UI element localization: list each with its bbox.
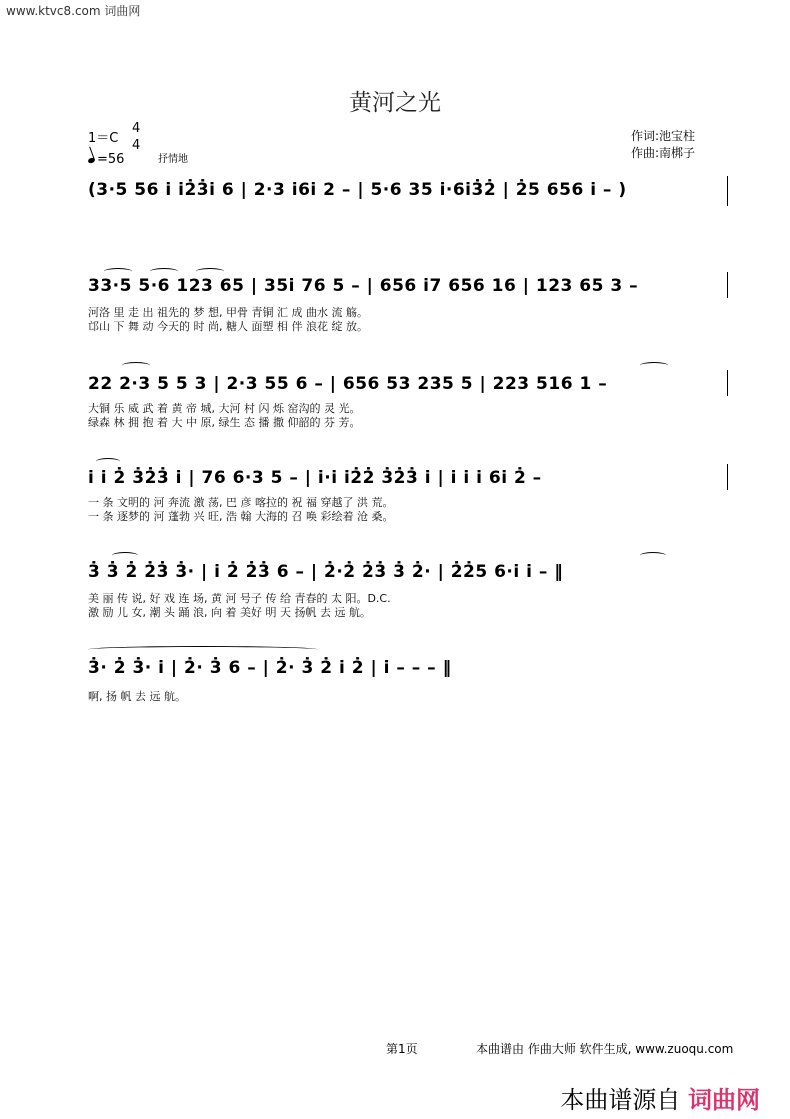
- quarter-note-icon: [87, 157, 95, 164]
- lyrics-verse-1: 河洛 里 走 出 祖先的 梦 想, 甲骨 青铜 汇 成 曲水 流 觞。: [88, 306, 368, 319]
- lyrics-verse-2: 一 条 逐梦的 河 蓬勃 兴 旺, 浩 翰 大海的 召 唤 彩绘着 沧 桑。: [88, 510, 394, 523]
- lyrics-verse-2: 邙山 下 舞 动 今天的 时 尚, 糖人 面塑 相 伴 浪花 绽 放。: [88, 320, 368, 333]
- lyrics-verse-1: 啊, 扬 帆 去 远 航。: [88, 690, 186, 703]
- expression-mark: 抒情地: [158, 154, 188, 165]
- tempo-value: =56: [97, 152, 125, 167]
- time-signature: [132, 120, 140, 154]
- generator-credit: 本曲谱由 作曲大师 软件生成, www.zuoqu.com: [476, 1042, 734, 1056]
- meter-top: 4: [132, 121, 141, 136]
- notation-line: 3̇ 3̇ 2̇ 2̇3̇ 3̇· | i 2̇ 2̇3̇ 6 – | 2̇·2̇ 2̇3̇ 3̇ 2̇· | 2̇2̇5 6·i i – ‖: [88, 562, 564, 582]
- page-number: 第1页: [386, 1042, 418, 1056]
- site-url[interactable]: www.ktvc8.com 词曲网: [6, 4, 141, 18]
- slur: [112, 552, 138, 559]
- composer: 作曲:南梆子: [631, 146, 696, 160]
- slur: [96, 458, 120, 465]
- tempo-mark: [88, 152, 124, 167]
- watermark: [560, 1080, 760, 1115]
- slur: [196, 268, 224, 275]
- slur: [104, 268, 132, 275]
- slur: [150, 268, 178, 275]
- score-system-6: [0, 642, 790, 762]
- notation-line: 33·5 5·6 123 65 | 35i 76 5 – | 656 i7 656 16 | 123 65 3 –: [88, 276, 639, 296]
- barline: [727, 464, 728, 490]
- lyrics-verse-1: 大铜 乐 威 武 着 黄 帝 城, 大河 村 闪 烁 窑沟的 灵 光。: [88, 402, 361, 415]
- barline: [727, 370, 728, 396]
- song-title: 黄河之光: [349, 90, 441, 116]
- slur: [640, 552, 666, 559]
- notation-line: (3·5 56 i i2̇3̇i 6 | 2·3 i6i 2 – | 5·6 35 i·6i3̇2̇ | 2̇5 656 i – ): [88, 180, 627, 200]
- lyrics-verse-2: 绿森 林 拥 抱 着 大 中 原, 绿生 态 播 撒 仰韶的 芬 芳。: [88, 416, 361, 429]
- notation-line: i i 2̇ 3̇2̇3̇ i | 76 6·3 5 – | i·i i2̇2̇ 3̇2̇3̇ i | i i i 6i 2̇ –: [88, 468, 542, 488]
- slur: [88, 646, 318, 653]
- watermark-brand[interactable]: 词曲网: [688, 1086, 760, 1114]
- notation-line: 22 2·3 5 5 3 | 2·3 55 6 – | 656 53 235 5 | 223 516 1 –: [88, 374, 608, 394]
- lyricist: 作词:池宝柱: [631, 129, 696, 143]
- key-signature: 1＝C: [88, 131, 119, 146]
- meter-bottom: 4: [132, 138, 141, 153]
- slur: [640, 362, 668, 369]
- lyrics-verse-2: 激 励 儿 女, 潮 头 踊 浪, 向 着 美好 明 天 扬帆 去 远 航。: [88, 606, 371, 619]
- watermark-text: 本曲谱源自: [560, 1086, 681, 1114]
- lyrics-verse-1: 美 丽 传 说, 好 戏 连 场, 黄 河 号子 传 给 青春的 太 阳。D.C.: [88, 592, 391, 605]
- barline: [727, 176, 728, 206]
- barline: [727, 272, 728, 298]
- lyrics-verse-1: 一 条 文明的 河 奔流 激 荡, 巴 彦 喀拉的 祝 福 穿越了 洪 荒。: [88, 496, 394, 509]
- notation-line: 3̇· 2̇ 3̇· i | 2̇· 3̇ 6 – | 2̇· 3̇ 2̇ i 2̇ | i – – – ‖: [88, 658, 452, 678]
- slur: [122, 362, 150, 369]
